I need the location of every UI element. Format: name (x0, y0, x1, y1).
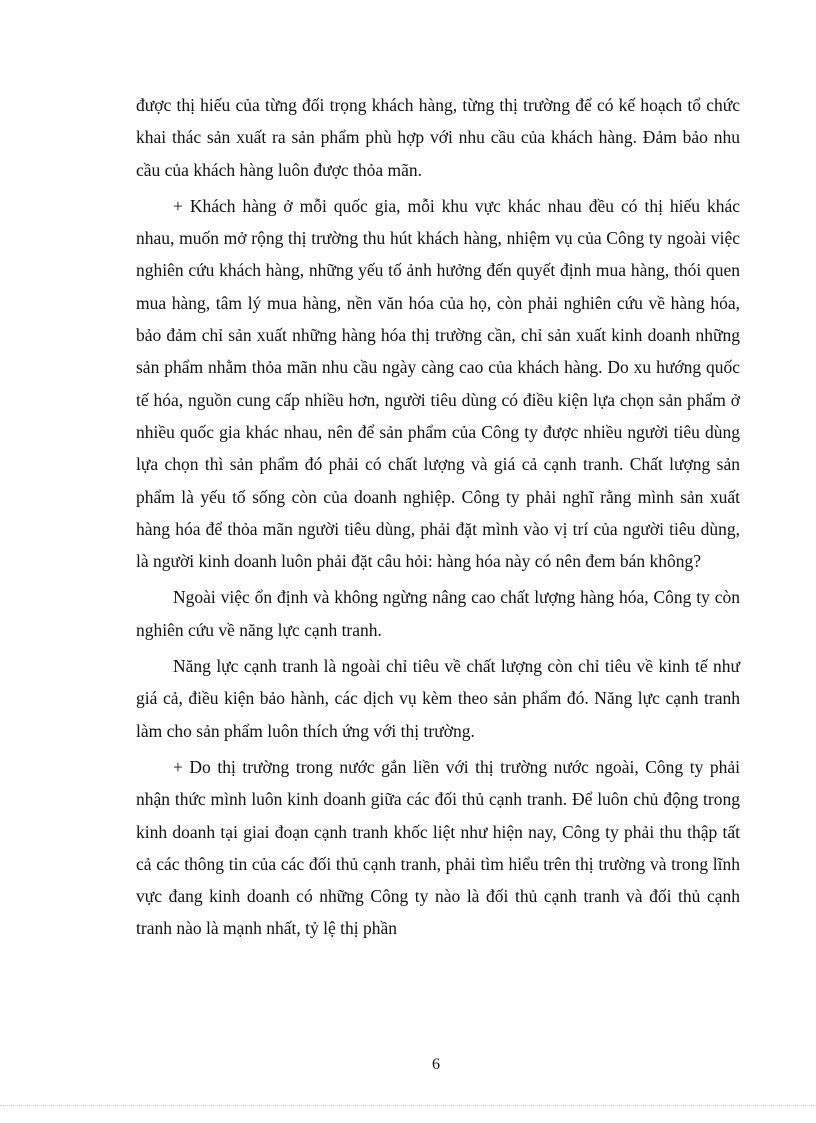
page-number: 6 (432, 1056, 440, 1073)
paragraph-5: + Do thị trường trong nước gắn liền với thị trường nước ngoài, Công ty phải nhận thức mình luôn kinh doanh giữa các đối thủ cạnh tranh. Để luôn chủ động trong kinh doanh tại giai đoạn cạnh tranh khốc liệt như hiện nay, Công ty phải thu thập tất cả các thông tin của các đối thủ cạnh tranh, phải tìm hiểu trên thị trường và trong lĩnh vực đang kinh doanh có những Công ty nào là đối thủ cạnh tranh và đối thủ cạnh tranh nào là mạnh nhất, tỷ lệ thị phần (136, 756, 740, 939)
body-text (136, 89, 740, 945)
paragraph-4: Năng lực cạnh tranh là ngoài chỉ tiêu về chất lượng còn chỉ tiêu về kinh tế như giá cả, điều kiện bảo hành, các dịch vụ kèm theo sản phẩm đó. Năng lực cạnh tranh làm cho sản phẩm luôn thích ứng với thị trường. (136, 656, 740, 741)
paragraph-2: + Khách hàng ở mỗi quốc gia, mỗi khu vực khác nhau đều có thị hiếu khác nhau, muốn mở rộng thị trường thu hút khách hàng, nhiệm vụ của Công ty ngoài việc nghiên cứu khách hàng, những yếu tố ảnh hưởng đến quyết định mua hàng, thói quen mua hàng, tâm lý mua hàng, nền văn hóa của họ, còn phải nghiên cứu về hàng hóa, bảo đảm chỉ sản xuất những hàng hóa thị trường cần, chỉ sản xuất kinh doanh những sản phẩm nhằm thỏa mãn nhu cầu ngày càng cao của khách hàng. Do xu hướng quốc tế hóa, nguồn cung cấp nhiều hơn, người tiêu dùng có điều kiện lựa chọn sản phẩm ở nhiều quốc gia khác nhau, nên để sản phẩm của Công ty được nhiều người tiêu dùng lựa chọn thì sản phẩm đó phải có chất lượng và giá cả cạnh tranh. Chất lượng sản phẩm là yếu tố sống còn của doanh nghiệp. Công ty phải nghĩ rằng mình sản xuất hàng hóa để thỏa mãn người tiêu dùng, phải đặt mình vào vị trí của người tiêu dùng, là người kinh doanh luôn phải đặt câu hỏi: hàng hóa này có nên đem bán không? (136, 195, 740, 572)
page-bottom-divider (0, 1105, 816, 1106)
paragraph-1: được thị hiếu của từng đối trọng khách hàng, từng thị trường để có kế hoạch tổ chức khai thác sản xuất ra sản phẩm phù hợp với nhu cầu của khách hàng. Đảm bảo nhu cầu của khách hàng luôn được thỏa mãn. (136, 95, 740, 180)
paragraph-3: Ngoài việc ổn định và không ngừng nâng cao chất lượng hàng hóa, Công ty còn nghiên cứu về năng lực cạnh tranh. (136, 587, 740, 640)
